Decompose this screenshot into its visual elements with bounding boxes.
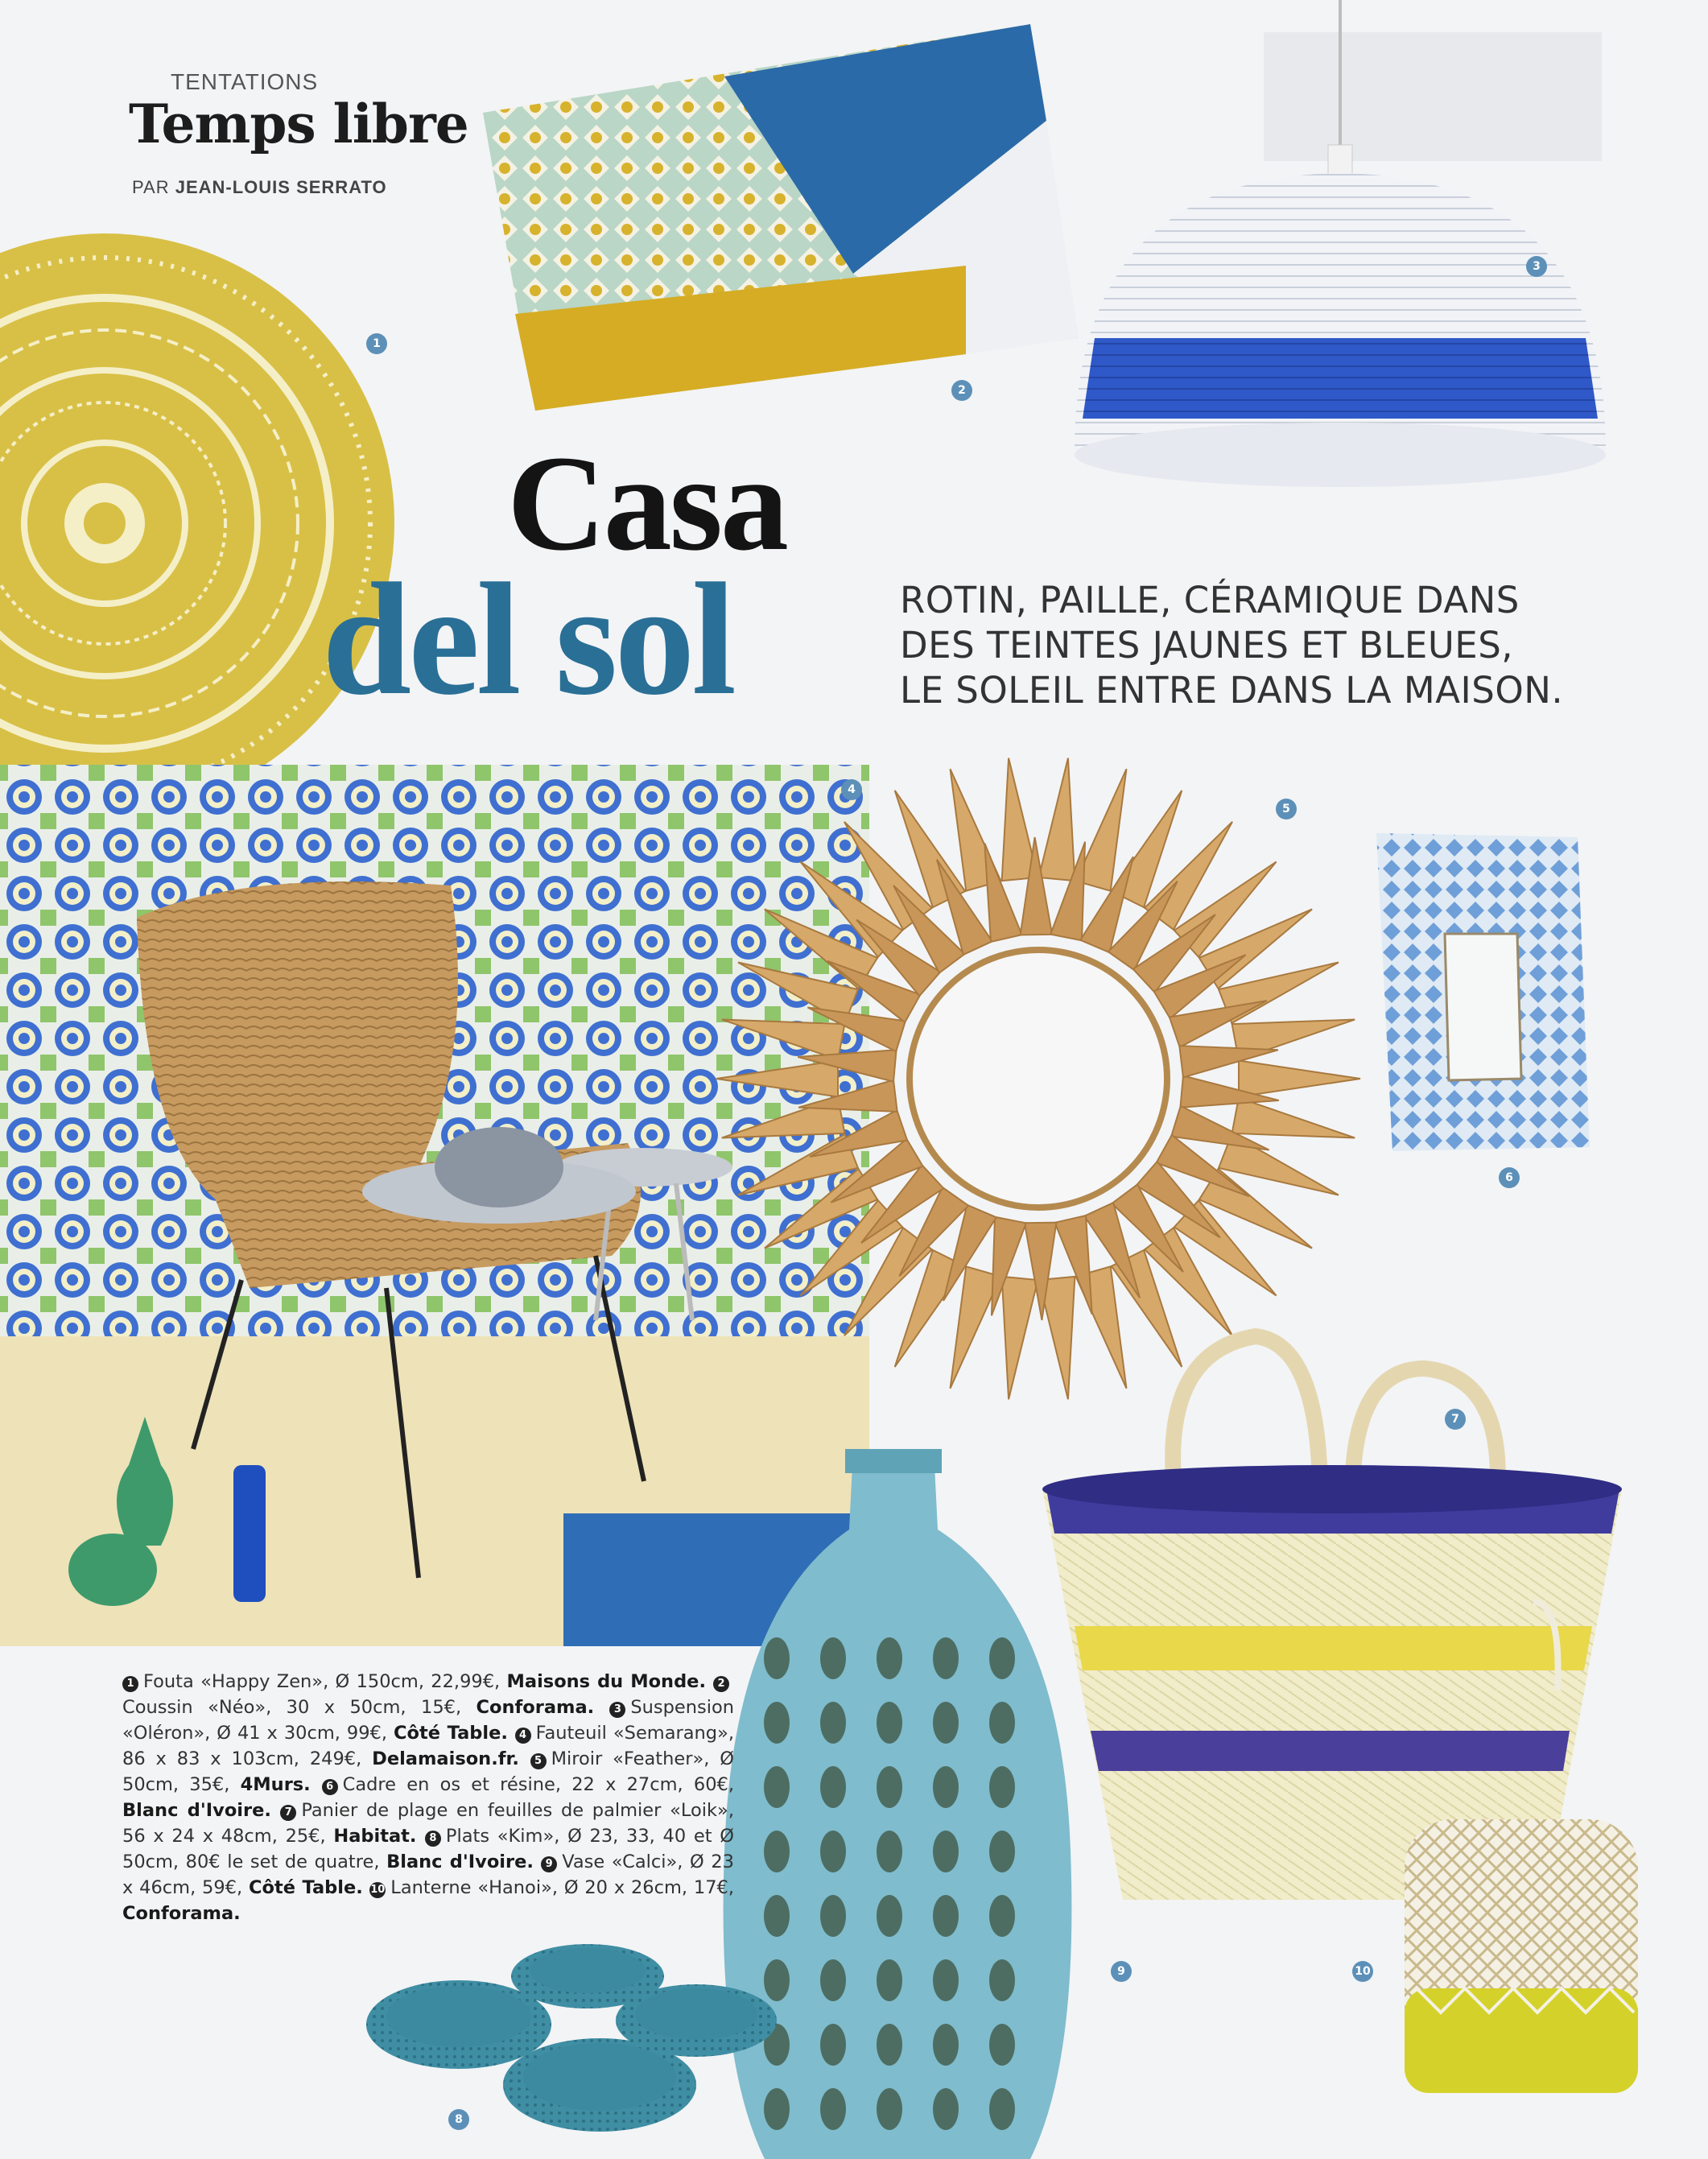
vase-hole bbox=[820, 1637, 846, 1679]
credit-text: Plats «Kim», Ø 23, 33, 40 et Ø 50cm, 80€ le set de quatre, bbox=[122, 1826, 734, 1872]
credit-number: 6 bbox=[322, 1779, 338, 1795]
intro-line-2: DES TEINTES JAUNES ET BLEUES, bbox=[900, 624, 1514, 667]
vase-hole bbox=[877, 1766, 902, 1808]
mirror-glass bbox=[910, 950, 1167, 1207]
byline bbox=[132, 177, 387, 198]
vase-hole bbox=[764, 1831, 790, 1872]
credit-brand: Habitat. bbox=[333, 1826, 425, 1847]
vase-hole bbox=[764, 1702, 790, 1744]
vase-hole bbox=[877, 2088, 902, 2130]
mirror-petal bbox=[1239, 1061, 1360, 1097]
vase-hole bbox=[989, 1702, 1015, 1744]
armchair-scene-photo bbox=[0, 765, 869, 1646]
byline-prefix: PAR bbox=[132, 177, 175, 197]
mirror-petal bbox=[1039, 758, 1075, 881]
credit-brand: Côté Table. bbox=[249, 1877, 370, 1898]
badge-10: 10 bbox=[1352, 1961, 1373, 1982]
vase-hole bbox=[933, 1766, 959, 1808]
mirror-petal bbox=[1232, 1098, 1355, 1138]
rubric-label: TENTATIONS bbox=[171, 69, 319, 94]
credit-number: 2 bbox=[713, 1676, 729, 1692]
credit-number: 7 bbox=[280, 1805, 296, 1821]
vase-hole bbox=[989, 2088, 1015, 2130]
intro-line-3: LE SOLEIL ENTRE DANS LA MAISON. bbox=[900, 669, 1564, 712]
vase-hole bbox=[764, 1637, 790, 1679]
vase-hole bbox=[989, 1637, 1015, 1679]
vase-hole bbox=[989, 1766, 1015, 1808]
credit-number: 9 bbox=[541, 1856, 557, 1872]
vase-hole bbox=[764, 2088, 790, 2130]
vase-hole bbox=[764, 1766, 790, 1808]
vase-hole bbox=[820, 1895, 846, 1937]
vase-hole bbox=[820, 1766, 846, 1808]
headline-line-2: del sol bbox=[322, 551, 733, 729]
vase-hole bbox=[933, 1637, 959, 1679]
vase-hole bbox=[764, 1959, 790, 2001]
intro-line-1: ROTIN, PAILLE, CÉRAMIQUE DANS bbox=[900, 579, 1520, 621]
vase-hole bbox=[764, 1895, 790, 1937]
photo-frame-illustration bbox=[1376, 833, 1590, 1151]
vase-hole bbox=[989, 1895, 1015, 1937]
credit-brand: Delamaison.fr. bbox=[372, 1748, 530, 1769]
credit-brand: Conforama. bbox=[476, 1697, 610, 1718]
credit-text: Suspension «Oléron», Ø 41 x 30cm, 99€, bbox=[122, 1697, 734, 1744]
vase-hole bbox=[820, 1702, 846, 1744]
credit-brand: Maisons du Monde. bbox=[506, 1671, 713, 1692]
credit-text: Coussin «Néo», 30 x 50cm, 15€, bbox=[122, 1697, 477, 1718]
vase-hole bbox=[877, 1895, 902, 1937]
credit-brand: Blanc d'Ivoire. bbox=[122, 1800, 281, 1821]
credit-text: Cadre en os et résine, 22 x 27cm, 60€, bbox=[342, 1774, 735, 1795]
product-credits bbox=[122, 1669, 734, 1926]
badge-8: 8 bbox=[448, 2109, 469, 2130]
cushion-illustration bbox=[483, 24, 1079, 411]
vase-hole bbox=[933, 1895, 959, 1937]
vase-hole bbox=[820, 2024, 846, 2066]
badge-3: 3 bbox=[1526, 256, 1547, 277]
badge-9: 9 bbox=[1111, 1961, 1132, 1982]
credit-number: 10 bbox=[369, 1882, 386, 1898]
intro-text bbox=[900, 578, 1624, 713]
credit-text: Lanterne «Hanoi», Ø 20 x 26cm, 17€, bbox=[390, 1877, 734, 1898]
section-title: Temps libre bbox=[129, 93, 468, 155]
byline-author: JEAN-LOUIS SERRATO bbox=[175, 177, 387, 197]
credit-text: Fauteuil «Semarang», 86 x 83 x 103cm, 249€, bbox=[122, 1723, 734, 1769]
credit-number: 5 bbox=[530, 1753, 547, 1769]
vase-hole bbox=[933, 1831, 959, 1872]
vase-hole bbox=[933, 2088, 959, 2130]
credit-brand: Conforama. bbox=[122, 1903, 241, 1924]
vase-hole bbox=[877, 1637, 902, 1679]
credit-brand: Blanc d'Ivoire. bbox=[386, 1851, 542, 1872]
credit-brand: Côté Table. bbox=[393, 1723, 515, 1744]
vase-hole bbox=[989, 1959, 1015, 2001]
credit-text: Vase «Calci», Ø 23 x 46cm, 59€, bbox=[122, 1851, 734, 1898]
credit-text: Panier de plage en feuilles de palmier «Loik», 56 x 24 x 48cm, 25€, bbox=[122, 1800, 734, 1847]
vase-hole bbox=[933, 2024, 959, 2066]
vase-hole bbox=[933, 1702, 959, 1744]
credit-number: 4 bbox=[515, 1728, 531, 1744]
credit-number: 1 bbox=[122, 1676, 138, 1692]
credit-text: Fouta «Happy Zen», Ø 150cm, 22,99€, bbox=[143, 1671, 507, 1692]
credit-number: 3 bbox=[609, 1702, 625, 1718]
vase-hole bbox=[820, 2088, 846, 2130]
headline-line-1: Casa bbox=[507, 427, 786, 579]
credit-brand: 4Murs. bbox=[240, 1774, 322, 1795]
mirror-petal bbox=[1002, 1277, 1038, 1399]
badge-6: 6 bbox=[1499, 1167, 1520, 1188]
vase-hole bbox=[877, 2024, 902, 2066]
vase-hole bbox=[877, 1831, 902, 1872]
beach-basket-illustration bbox=[1042, 1336, 1622, 1900]
vase-hole bbox=[989, 1831, 1015, 1872]
vase-hole bbox=[877, 1702, 902, 1744]
credit-number: 8 bbox=[425, 1831, 441, 1847]
vase-hole bbox=[933, 1959, 959, 2001]
kim-plates-illustration bbox=[366, 1944, 777, 2132]
vase-hole bbox=[877, 1959, 902, 2001]
faint-cover-corner bbox=[1264, 32, 1602, 161]
badge-1: 1 bbox=[366, 333, 387, 354]
credit-text: Miroir «Feather», Ø 50cm, 35€, bbox=[122, 1748, 734, 1795]
vase-hole bbox=[989, 2024, 1015, 2066]
badge-5: 5 bbox=[1276, 799, 1297, 819]
vase-hole bbox=[820, 1831, 846, 1872]
badge-4: 4 bbox=[841, 779, 862, 800]
vase-hole bbox=[820, 1959, 846, 2001]
badge-2: 2 bbox=[951, 380, 972, 401]
badge-7: 7 bbox=[1445, 1409, 1466, 1430]
